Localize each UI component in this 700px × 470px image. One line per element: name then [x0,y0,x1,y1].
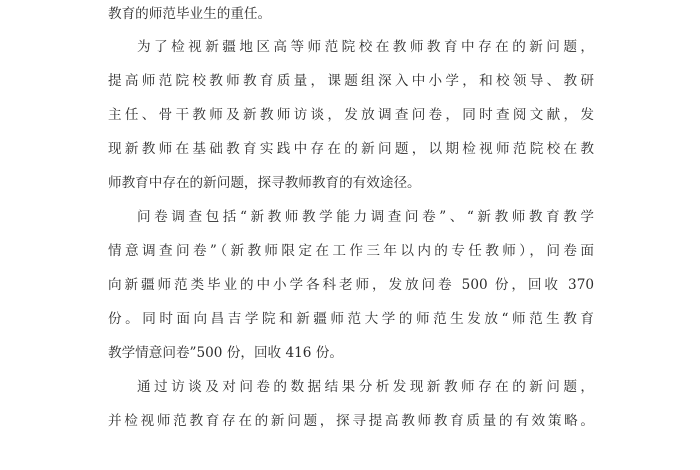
paragraph-3-line-5: 教学情意问卷”500 份，回收 416 份。 [108,345,343,361]
paragraph-2-line-2: 提高师范院校教师教育质量，课题组深入中小学，和校领导、教研 [108,73,594,89]
paragraph-4-line-1: 通过访谈及对问卷的数据结果分析发现新教师存在的新问题， [137,379,594,395]
paragraph-3-line-4: 份。同时面向昌吉学院和新疆师范大学的师范生发放“师范生教育 [108,311,594,327]
paragraph-2-line-4: 现新教师在基础教育实践中存在的新问题，以期检视师范院校在教 [108,141,594,157]
paragraph-3-line-1: 问卷调查包括“新教师教学能力调查问卷”、“新教师教育教学 [137,209,594,225]
document-body [108,0,594,438]
paragraph-2-line-5: 师教育中存在的新问题，探寻教师教育的有效途径。 [108,175,421,191]
paragraph-1-line-1: 教育的师范毕业生的重任。 [108,6,272,22]
paragraph-3-line-2: 情意调查问卷”（新教师限定在工作三年以内的专任教师），问卷面 [108,243,594,259]
paragraph-3-line-3: 向新疆师范类毕业的中小学各科老师，发放问卷 500 份，回收 370 [108,277,594,293]
paragraph-2-line-3: 主任、骨干教师及新教师访谈，发放调查问卷，同时查阅文献，发 [108,107,594,123]
paragraph-2-line-1: 为了检视新疆地区高等师范院校在教师教育中存在的新问题， [137,39,594,55]
paragraph-4-line-2: 并检视师范教育存在的新问题，探寻提高教师教育质量的有效策略。 [108,413,594,429]
